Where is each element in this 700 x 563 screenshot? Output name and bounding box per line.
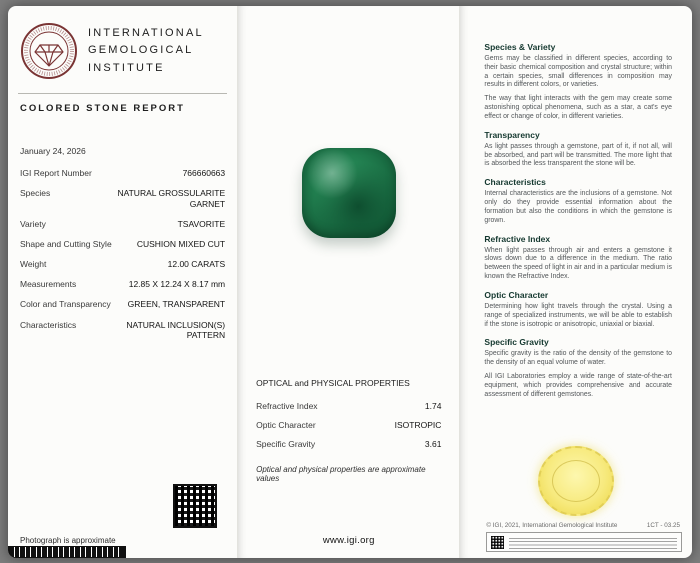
education-section — [484, 42, 672, 122]
report-field-row — [20, 168, 225, 179]
report-field-row — [20, 279, 225, 290]
report-field-row — [20, 219, 225, 230]
field-value: NATURAL INCLUSION(S) PATTERN — [126, 319, 226, 341]
copyright-text: © IGI, 2021, International Gemological Institute — [486, 522, 618, 529]
section-heading: Specific Gravity — [484, 337, 549, 348]
education-section — [484, 177, 672, 225]
gem-panel — [237, 6, 459, 558]
property-value: ISOTROPIC — [394, 420, 442, 430]
field-label: IGI Report Number — [20, 168, 92, 178]
field-label: Variety — [20, 218, 46, 229]
report-field-row — [20, 299, 225, 310]
report-panel — [8, 6, 237, 558]
section-heading: Transparency — [484, 129, 540, 140]
section-paragraph: The way that light interacts with the gem may create some astonishing optical phenomena, such as a star, a cat's eye effect or change of color, in different varieties. — [484, 95, 672, 120]
institute-name-line: INSTITUTE — [88, 61, 165, 74]
education-panel — [459, 6, 692, 558]
field-label: Shape and Cutting Style — [20, 239, 112, 249]
section-paragraph: When light passes through air and enters a gemstone it slows down due to a difference in the medium. The ratio between the speed of light in air and in a particular medium is known the Refractive Index. — [484, 246, 672, 281]
footer-line — [486, 522, 680, 529]
section-paragraph: Gems may be classified in different species, according to their basic chemical composition and crystal structure; within a certain species, small differences in composition may results in different colors, or varieties. — [484, 55, 672, 89]
property-label: Specific Gravity — [256, 439, 316, 449]
property-label: Optic Character — [256, 420, 316, 430]
field-label: Weight — [20, 259, 47, 270]
field-label: Species — [20, 188, 51, 199]
report-field-row — [20, 259, 225, 270]
property-row — [256, 439, 441, 449]
section-heading: Characteristics — [484, 177, 546, 188]
property-row — [256, 420, 441, 430]
photo-approximate-note: Photograph is approximate — [20, 536, 116, 545]
institute-name — [88, 25, 204, 76]
field-value: 12.00 CARATS — [167, 259, 226, 270]
colored-stone-report-certificate — [8, 6, 692, 558]
field-label: Color and Transparency — [20, 299, 111, 310]
institute-name-line: GEMOLOGICAL — [88, 44, 194, 57]
properties-title: OPTICAL and PHYSICAL PROPERTIES — [256, 378, 410, 388]
field-value: 766660663 — [182, 168, 226, 178]
field-label: Measurements — [20, 279, 77, 290]
property-value: 1.74 — [424, 401, 442, 411]
field-value: NATURAL GROSSULARITE GARNET — [117, 188, 226, 209]
education-section — [484, 290, 672, 329]
field-value: 12.85 X 12.24 X 8.17 mm — [128, 279, 226, 290]
education-section — [484, 337, 672, 399]
section-heading: Refractive Index — [484, 233, 551, 244]
optical-properties — [256, 378, 441, 483]
field-value: TSAVORITE — [177, 218, 226, 229]
igi-website: www.igi.org — [322, 535, 375, 546]
field-value: CUSHION MIXED CUT — [136, 239, 226, 249]
qr-code — [175, 486, 215, 526]
security-qr-icon — [491, 536, 504, 549]
education-section — [484, 130, 672, 169]
property-value: 3.61 — [424, 439, 442, 449]
education-section — [484, 234, 672, 282]
report-field-row — [20, 188, 225, 209]
document-code: 1CT - 03.25 — [646, 522, 680, 529]
report-field-row — [20, 239, 225, 250]
section-paragraph: Determining how light travels through the crystal. Using a range of specialized instruments, we will be able to establish if the stone is isotropic or anisotropic, uniaxial or biaxial. — [484, 302, 672, 328]
institute-name-line: INTERNATIONAL — [88, 27, 204, 40]
property-label: Refractive Index — [256, 401, 318, 411]
field-label: Characteristics — [20, 319, 77, 330]
section-heading: Species & Variety — [484, 42, 556, 52]
section-paragraph: As light passes through a gemstone, part of it, if not all, will be absorbed, and part will be transmitted. The more light that is absorbed the less transparent the stone will be. — [484, 142, 672, 168]
section-paragraph: Internal characteristics are the inclusions of a gemstone. Not only do they provide essential information about the formation but also the conditions in which the gemstone is grown. — [484, 190, 672, 224]
property-row — [256, 401, 441, 411]
gemstone-photo — [302, 148, 396, 238]
field-value: GREEN, TRANSPARENT — [127, 299, 226, 310]
report-fields — [20, 168, 225, 341]
section-paragraph: Specific gravity is the ratio of the density of the gemstone to the density of an equal volume of water. — [484, 350, 672, 367]
security-fineprint-text — [509, 536, 677, 549]
report-type-title: COLORED STONE REPORT — [20, 103, 185, 114]
report-field-row — [20, 320, 225, 341]
header-divider — [18, 93, 227, 94]
igi-embossed-seal — [538, 446, 614, 516]
section-paragraph: All IGI Laboratories employ a wide range of state-of-the-art equipment, which provides comprehensive and accurate assessment of different gemstones. — [484, 373, 672, 398]
section-heading: Optic Character — [484, 289, 549, 300]
igi-logo-icon — [20, 22, 78, 80]
institute-header — [20, 16, 225, 86]
barcode — [8, 546, 126, 558]
properties-note: Optical and physical properties are approximate values — [256, 465, 426, 483]
report-date: January 24, 2026 — [20, 146, 86, 156]
security-fineprint-box — [486, 532, 682, 552]
